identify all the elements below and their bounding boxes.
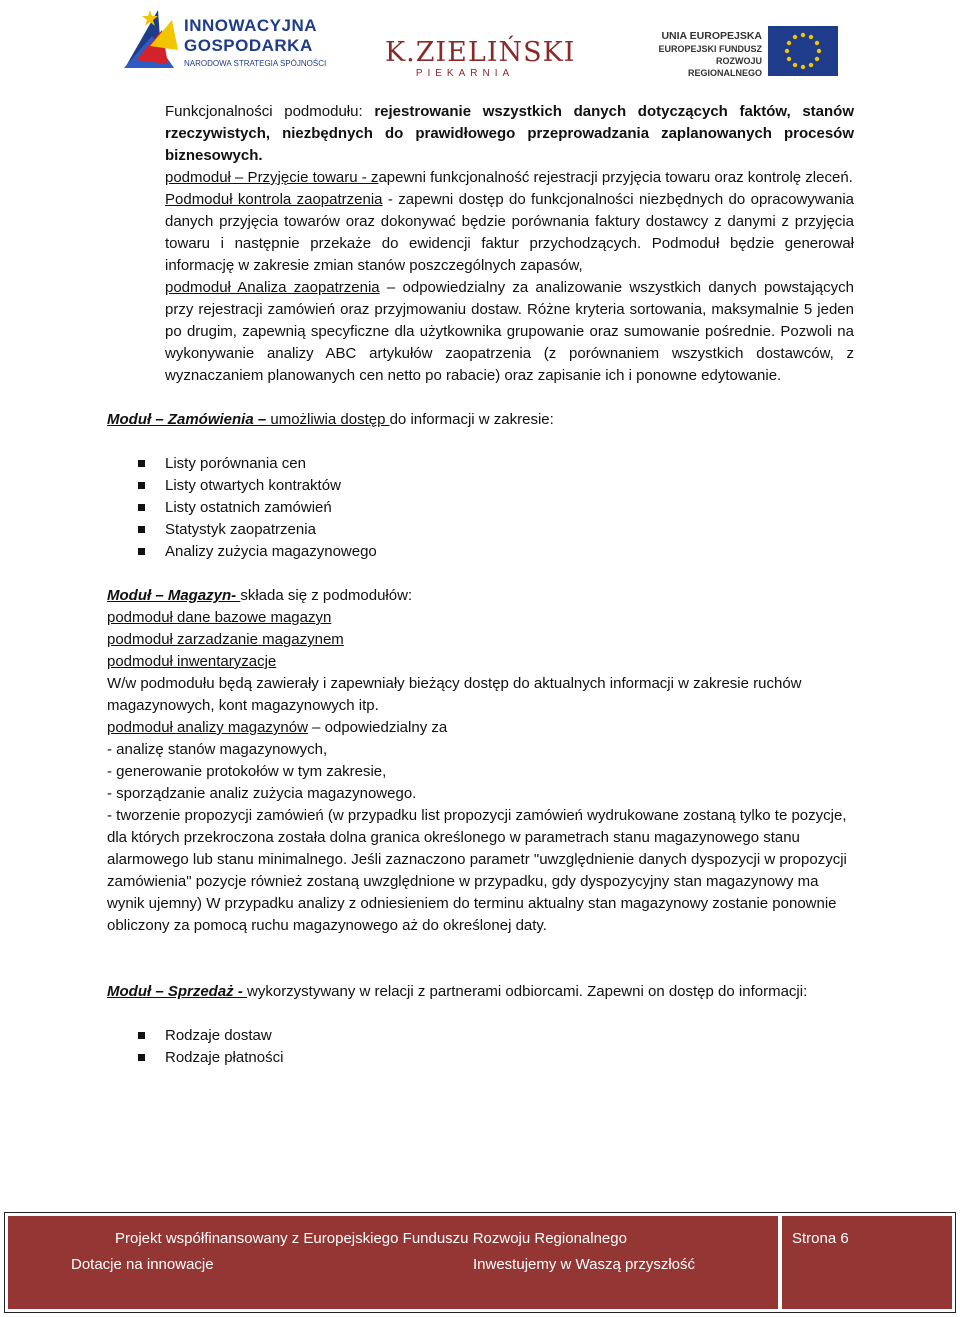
- logo-left-line1: INNOWACYJNA: [184, 16, 318, 35]
- magazyn-submodule-2: podmoduł zarzadzanie magazynem: [107, 631, 344, 648]
- logo-left-line2: GOSPODARKA: [184, 36, 313, 55]
- zamowienia-text: do informacji w zakresie:: [389, 411, 554, 428]
- analizy-magazynow-text: – odpowiedzialny za: [307, 719, 448, 736]
- magazyn-ww-paragraph: W/w podmodułu będą zawierały i zapewniały bieżący dostęp do aktualnych informacji w zakresie ruchów magazynowych, kont magazynowych itp.: [107, 675, 802, 714]
- magazyn-line-1: - analizę stanów magazynowych,: [107, 741, 328, 758]
- przyjecie-towaru-link: podmoduł – Przyjęcie towaru - z: [165, 169, 379, 186]
- analiza-zaopatrzenia-text: – odpowiedzialny za analizowanie wszystkich danych powstających przy rejestracji zamówień oraz przyjmowaniu dostaw. Różne kryteria sortowania, maksymalnie 5 jeden po drugim, zapewnią specyficzne dla użytkownika grupowanie oraz sumowanie pośrednie. Pozwoli na wykonywanie analizy ABC artykułów zaopatrzenia (z porównaniem wszystkich dostawców, z wyznaczaniem planowanych cen netto po rabacie) oraz zapisanie ich i ponowne edytowanie.: [165, 279, 854, 384]
- list-item: Analizy zużycia magazynowego: [107, 541, 854, 563]
- footer-dotacje: Dotacje na innowacje: [71, 1256, 214, 1273]
- list-item: Listy porównania cen: [107, 453, 854, 475]
- magazyn-line-3: - sporządzanie analiz zużycia magazynowego.: [107, 785, 417, 802]
- magazyn-long-paragraph: - tworzenie propozycji zamówień (w przypadku list propozycji zamówień wydrukowane zostaną tylko te pozycje, dla których przekroczona została dolna granica określonego w parametrach stanu magazynowego stanu alarmowego lub stanu minimalnego. Jeśli zaznaczono parametr "uwzględnienie danych dyspozycji w propozycji zamówienia" pozycje również zostaną uwzględnione w przypadku, gdy dyspozycyjny stan magazynowy ma wynik ujemny) W przypadku analizy z odniesieniem do terminu aktualny stan magazynowy zostanie ponownie obliczony za pomocą ruchu magazynowego aż do określonej daty.: [107, 807, 847, 934]
- magazyn-title: Moduł – Magazyn-: [107, 587, 241, 604]
- list-item: Rodzaje dostaw: [107, 1025, 854, 1047]
- footer-project-line: Projekt współfinansowany z Europejskiego Funduszu Rozwoju Regionalnego: [115, 1230, 627, 1247]
- kontrola-zaopatrzenia-text: - zapewni dostęp do funkcjonalności niezbędnych do opracowywania danych przyjęcia towarów oraz dokonywać będzie porównania faktury dostawcy z danymi z przyjęcia towaru i następnie przekaże do ewidencji faktur przychodzących. Podmoduł będzie generował informację w zakresie zmian stanów poszczególnych zapasów,: [165, 191, 854, 274]
- magazyn-heading: [107, 585, 854, 607]
- innowacyjna-gospodarka-logo: [122, 6, 332, 76]
- kontrola-zaopatrzenia-paragraph: [165, 189, 854, 277]
- logo-center-sub: PIEKARNIA: [415, 68, 515, 79]
- zielinski-piekarnia-logo: [385, 37, 576, 84]
- list-item: Listy ostatnich zamówień: [107, 497, 854, 519]
- submodule-description: [165, 101, 854, 387]
- sprzedaz-list: [107, 1025, 854, 1069]
- list-item: Rodzaje płatności: [107, 1047, 854, 1069]
- magazyn-text: składa się z podmodułów:: [240, 587, 413, 604]
- zamowienia-heading: [107, 409, 854, 431]
- functionality-prefix: Funkcjonalności podmodułu:: [165, 103, 375, 120]
- page-footer: [4, 1212, 956, 1313]
- footer-inwestujemy: Inwestujemy w Waszą przyszłość: [473, 1256, 695, 1273]
- zamowienia-text-underlined: umożliwia dostęp: [270, 411, 390, 428]
- unia-europejska-logo: [640, 26, 840, 82]
- magazyn-submodule-3: podmoduł inwentaryzacje: [107, 653, 277, 670]
- analiza-zaopatrzenia-paragraph: [165, 277, 854, 387]
- sprzedaz-text: wykorzystywany w relacji z partnerami odbiorcami. Zapewni on dostęp do informacji:: [247, 983, 808, 1000]
- zamowienia-title: Moduł – Zamówienia –: [107, 411, 271, 428]
- sprzedaz-paragraph: [107, 981, 854, 1003]
- flag-star-logo-icon: [122, 6, 180, 72]
- functionality-bold-text: rejestrowanie wszystkich danych dotyczących faktów, stanów rzeczywistych, niezbędnych do prawidłowego przeprowadzania zaplanowanych procesów biznesowych.: [165, 103, 854, 164]
- page-header: [0, 0, 960, 92]
- magazyn-submodule-1: podmoduł dane bazowe magazyn: [107, 609, 332, 626]
- list-item: Statystyk zaopatrzenia: [107, 519, 854, 541]
- logo-right-line3: ROZWOJU REGIONALNEGO: [687, 56, 762, 78]
- logo-right-line1: UNIA EUROPEJSKA: [661, 30, 762, 42]
- list-item: Listy otwartych kontraktów: [107, 475, 854, 497]
- logo-right-line2: EUROPEJSKI FUNDUSZ: [658, 44, 762, 54]
- page-number: Strona 6: [792, 1230, 849, 1247]
- logo-left-line3: NARODOWA STRATEGIA SPÓJNOŚCI: [184, 59, 327, 68]
- sprzedaz-title: Moduł – Sprzedaż -: [107, 983, 248, 1000]
- functionality-paragraph: [165, 101, 854, 167]
- analizy-magazynow-paragraph: [107, 717, 854, 739]
- przyjecie-towaru-text: apewni funkcjonalność rejestracji przyjęcia towaru oraz kontrolę zleceń.: [378, 169, 853, 186]
- przyjecie-towaru-paragraph: [165, 167, 854, 189]
- magazyn-line-2: - generowanie protokołów w tym zakresie,: [107, 763, 387, 780]
- eu-flag-icon: [768, 26, 838, 76]
- analizy-magazynow-link: podmoduł analizy magazynów: [107, 719, 308, 736]
- zamowienia-list: [107, 453, 854, 563]
- document-body: [107, 101, 854, 1069]
- kontrola-zaopatrzenia-link: Podmoduł kontrola zaopatrzenia: [165, 191, 383, 208]
- analiza-zaopatrzenia-link: podmoduł Analiza zaopatrzenia: [165, 279, 380, 296]
- logo-center-name: K.ZIELIŃSKI: [385, 37, 576, 68]
